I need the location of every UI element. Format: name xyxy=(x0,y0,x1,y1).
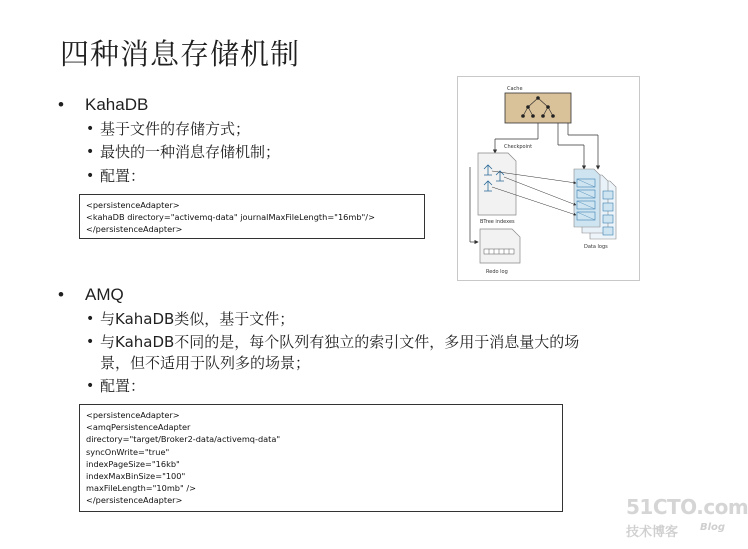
datalogs-label: Data logs xyxy=(584,244,608,250)
bullet-icon: • xyxy=(58,95,64,114)
code-line: indexMaxBinSize="100" xyxy=(86,471,186,482)
site-watermark xyxy=(626,495,748,543)
code-line: <persistenceAdapter> xyxy=(86,200,180,210)
bullet-icon: • xyxy=(86,144,95,160)
cache-label: Cache xyxy=(507,86,523,92)
checkpoint-label: Checkpoint xyxy=(504,144,533,150)
code-line: <kahaDB directory="activemq-data" journalMaxFileLength="16mb"/> xyxy=(86,212,375,223)
code-line: maxFileLength="10mb" /> xyxy=(86,483,196,494)
redo-log-doc xyxy=(480,229,520,263)
code-line: <amqPersistenceAdapter xyxy=(86,422,191,433)
data-logs-stack xyxy=(574,169,616,239)
code-line: </persistenceAdapter> xyxy=(86,495,183,506)
watermark-sub: 技术博客 xyxy=(626,525,679,540)
bullet-icon: • xyxy=(58,285,64,304)
bullet-icon: • xyxy=(86,311,95,327)
bullet-icon: • xyxy=(86,168,95,184)
storage-architecture-diagram xyxy=(457,76,640,281)
code-line: </persistenceAdapter> xyxy=(86,224,183,235)
bullet-icon: • xyxy=(86,334,95,350)
watermark-logo: 51CTO.com xyxy=(626,495,748,519)
amq-config-code xyxy=(79,404,563,512)
diagram-svg xyxy=(458,77,641,282)
btree-label: BTree indexes xyxy=(480,219,515,225)
bullet-icon: • xyxy=(86,378,95,394)
bullet-icon: • xyxy=(86,121,95,137)
code-line: syncOnWrite="true" xyxy=(86,446,170,457)
code-line: directory="target/Broker2-data/activemq-data" xyxy=(86,434,281,445)
kahadb-config-code xyxy=(79,194,425,239)
redolog-label: Redo log xyxy=(486,269,508,275)
code-line: indexPageSize="16kb" xyxy=(86,458,180,469)
code-line: <persistenceAdapter> xyxy=(86,410,180,420)
slide-title: 四种消息存储机制 xyxy=(60,37,301,71)
btree-doc xyxy=(478,153,516,215)
watermark-blog: Blog xyxy=(700,522,726,533)
